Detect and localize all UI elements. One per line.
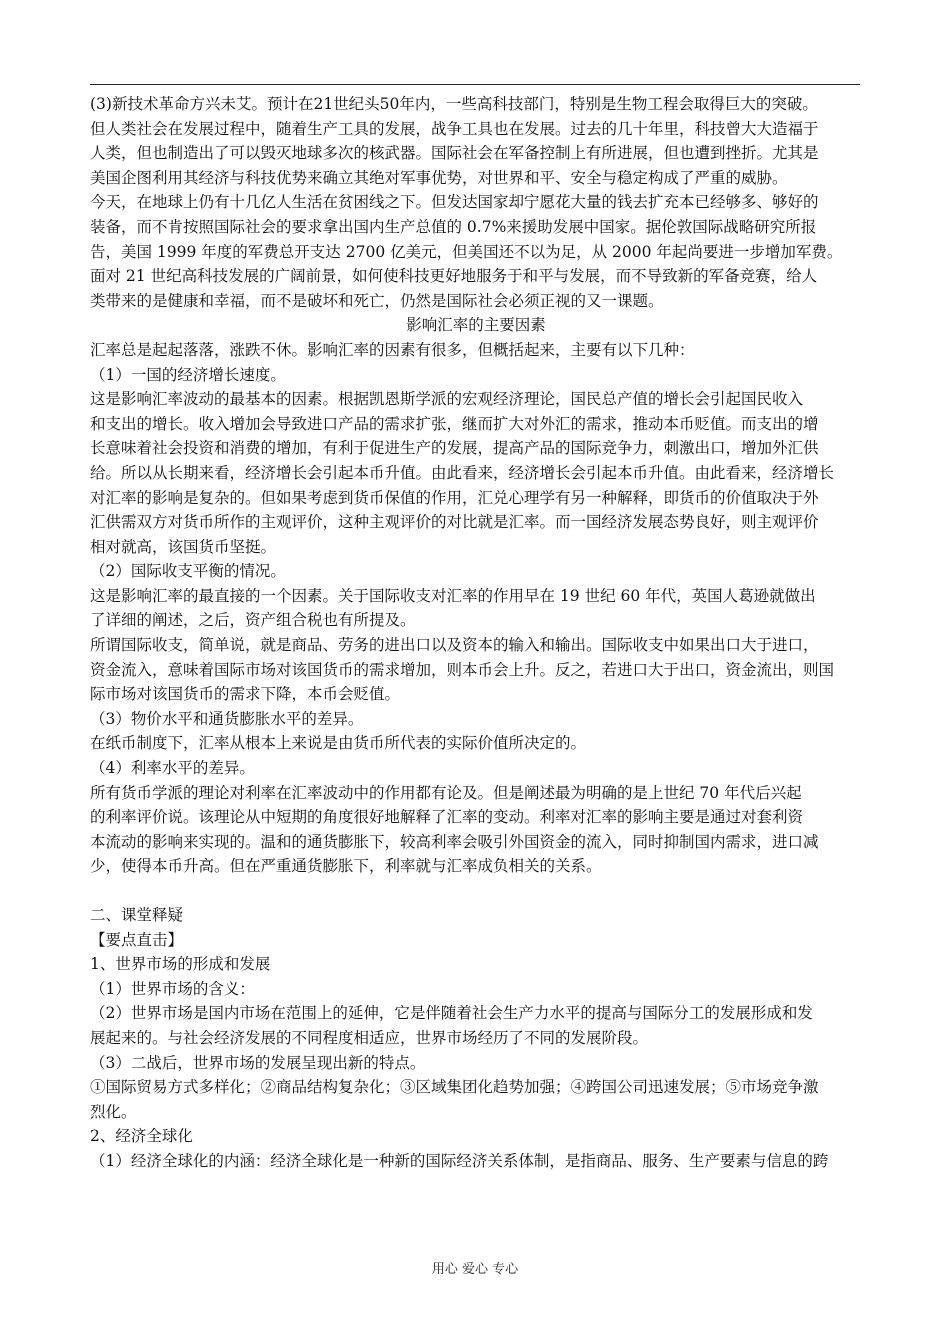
- text-line: 展起来的。与社会经济发展的不同程度相适应，世界市场经历了不同的发展阶段。: [90, 1028, 649, 1047]
- header-rule: [90, 84, 860, 85]
- text-line: 所谓国际收支，简单说，就是商品、劳务的进出口以及资本的输入和输出。国际收支中如果出口大于进口，: [90, 636, 819, 655]
- text-line: (3)新技术革命方兴未艾。预计在21世纪头50年内，一些高科技部门，特别是生物工程会取得巨大的突破。: [90, 95, 818, 113]
- text-line: 给。所以从长期来看，经济增长会引起本币升值。由此看来，经济增长会引起本币升值。由此看来，经济增长: [90, 463, 835, 482]
- text-line: 人类，但也制造出了可以毁灭地球多次的核武器。国际社会在军备控制上有所进展，但也遭到挫折。尤其是: [90, 144, 819, 163]
- text-line: 二、课堂释疑: [90, 906, 184, 924]
- text-line: 本流动的影响来实现的。温和的通货膨胀下，较高利率会吸引外国资金的流入，同时抑制国内需求，进口减: [90, 832, 819, 851]
- text-line: 汇率总是起起落落，涨跌不休。影响汇率的因素有很多，但概括起来，主要有以下几种：: [90, 340, 695, 359]
- page-footer: 用心 爱心 专心: [431, 1262, 519, 1277]
- text-line: 了详细的阐述，之后，资产组合税也有所提及。: [90, 611, 416, 630]
- text-line: 【要点直击】: [90, 930, 184, 949]
- text-line: 所有货币学派的理论对利率在汇率波动中的作用都有论及。但是阐述最为明确的是上世纪 70 年代后兴起: [90, 783, 802, 802]
- blank-line: [90, 879, 862, 903]
- text-line: 对汇率的影响是复杂的。但如果考虑到货币保值的作用，汇兑心理学有另一种解释，即货币的价值取决于外: [90, 488, 819, 507]
- text-line: 告，美国 1999 年度的军费总开支达 2700 亿美元，但美国还不以为足，从 2000 年起尚要进一步增加军费。: [90, 242, 843, 261]
- text-line: 今天，在地球上仍有十几亿人生活在贫困线之下。但发达国家却宁愿花大量的钱去扩充本已经够多、够好的: [90, 193, 819, 212]
- text-line: 际市场对该国货币的需求下降，本币会贬值。: [90, 685, 401, 704]
- text-line: 这是影响汇率的最直接的一个因素。关于国际收支对汇率的作用早在 19 世纪 60 年代，英国人葛逊就做出: [90, 586, 816, 605]
- text-line: （1）世界市场的含义：: [90, 979, 255, 998]
- text-line: 少，使得本币升高。但在严重通货膨胀下，利率就与汇率成负相关的关系。: [90, 857, 602, 876]
- text-line: （1）经济全球化的内涵：经济全球化是一种新的国际经济关系体制，是指商品、服务、生产要素与信息的跨: [90, 1151, 829, 1170]
- text-line: 美国企图利用其经济与科技优势来确立其绝对军事优势，对世界和平、安全与稳定构成了严重的威胁。: [90, 168, 788, 187]
- text-line: 的利率评价说。该理论从中短期的角度很好地解释了汇率的变动。利率对汇率的影响主要是通过对套利资: [90, 808, 804, 827]
- text-line: 面对 21 世纪高科技发展的广阔前景，如何使科技更好地服务于和平与发展，而不导致新的军备竞赛，给人: [90, 267, 818, 286]
- text-line: 但人类社会在发展过程中，随着生产工具的发展，战争工具也在发展。过去的几十年里，科技曾大大造福于: [90, 119, 819, 138]
- text-line: 在纸币制度下，汇率从根本上来说是由货币所代表的实际价值所决定的。: [90, 734, 587, 753]
- text-line: （4）利率水平的差异。: [90, 759, 255, 778]
- text-line: 2、经济全球化: [90, 1127, 193, 1146]
- document-body: [90, 92, 862, 1174]
- text-line: 1、世界市场的形成和发展: [90, 955, 271, 974]
- text-line: （1）一国的经济增长速度。: [90, 365, 286, 384]
- section-heading: 影响汇率的主要因素: [406, 316, 546, 335]
- text-line: 类带来的是健康和幸福，而不是破坏和死亡，仍然是国际社会必须正视的又一课题。: [90, 291, 664, 310]
- text-line: （2）世界市场是国内市场在范围上的延伸，它是伴随着社会生产力水平的提高与国际分工的发展形成和发: [90, 1004, 813, 1023]
- text-line: 这是影响汇率波动的最基本的因素。根据凯恩斯学派的宏观经济理论，国民总产值的增长会引起国民收入: [90, 390, 804, 409]
- text-line: 烈化。: [90, 1102, 137, 1121]
- text-line: （3）二战后，世界市场的发展呈现出新的特点。: [90, 1053, 426, 1072]
- text-line: ①国际贸易方式多样化；②商品结构复杂化；③区域集团化趋势加强；④跨国公司迅速发展；⑤市场竞争激: [90, 1078, 819, 1097]
- text-line: 装备，而不肯按照国际社会的要求拿出国内生产总值的 0.7%来援助发展中国家。据伦敦国际战略研究所报: [90, 217, 817, 236]
- text-line: 和支出的增长。收入增加会导致进口产品的需求扩张，继而扩大对外汇的需求，推动本币贬值。而支出的增: [90, 414, 819, 433]
- text-line: 长意味着社会投资和消费的增加，有利于促进生产的发展，提高产品的国际竞争力，刺激出口，增加外汇供: [90, 439, 819, 458]
- text-line: 资金流入，意味着国际市场对该国货币的需求增加，则本币会上升。反之，若进口大于出口，资金流出，则国: [90, 660, 835, 679]
- text-line: （3）物价水平和通货膨胀水平的差异。: [90, 709, 364, 728]
- text-line: （2）国际收支平衡的情况。: [90, 562, 286, 581]
- text-line: 相对就高，该国货币坚挺。: [90, 537, 277, 556]
- text-line: 汇供需双方对货币所作的主观评价，这种主观评价的对比就是汇率。而一国经济发展态势良好，则主观评价: [90, 513, 819, 532]
